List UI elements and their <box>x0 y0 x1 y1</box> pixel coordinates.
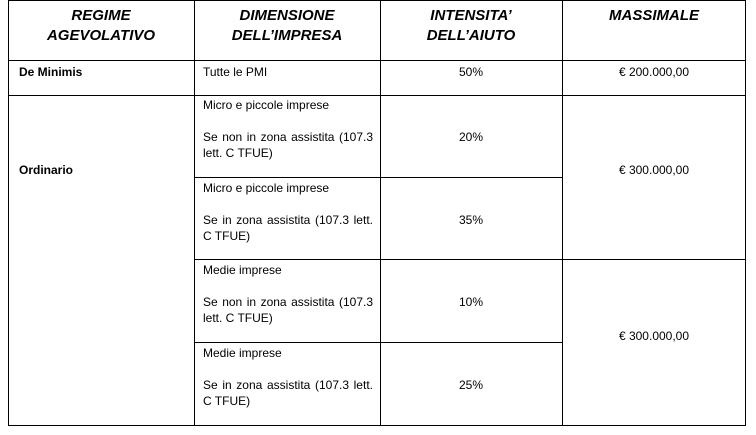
table-border-left <box>8 0 9 426</box>
header-regime <box>8 6 194 46</box>
de-minimis-dimensione: Tutte le PMI <box>203 65 268 79</box>
ordinario-regime: Ordinario <box>19 163 74 177</box>
de-minimis-intensita: 50% <box>458 65 484 79</box>
table-border-right <box>745 0 746 426</box>
ordinario-sub4-zona: Se in zona assistita (107.3 lett. C TFUE) <box>203 378 373 408</box>
header-massimale <box>562 6 746 26</box>
header-dimensione-line1: DIMENSIONE <box>239 7 335 24</box>
header-regime-line1: REGIME <box>71 7 131 24</box>
col-divider-1 <box>194 0 195 426</box>
col-divider-3 <box>562 0 563 426</box>
de-minimis-regime: De Minimis <box>19 65 83 79</box>
ordinario-sub2-tipo: Micro e piccole imprese <box>203 181 330 195</box>
ordinario-sub2-intensita: 35% <box>458 213 484 227</box>
ordinario-massimale-2: € 300.000,00 <box>618 329 690 343</box>
table-border-top <box>8 0 746 1</box>
sub2-bottom-rule <box>194 259 746 260</box>
ordinario-sub4-intensita: 25% <box>458 378 484 392</box>
ordinario-sub1-tipo: Micro e piccole imprese <box>203 98 330 112</box>
aid-regime-table <box>8 0 746 426</box>
ordinario-sub2-zona: Se in zona assistita (107.3 lett. C TFUE) <box>203 213 373 243</box>
header-intensita-line1: INTENSITA’ <box>430 7 512 24</box>
ordinario-sub1-zona: Se non in zona assistita (107.3 lett. C TFUE) <box>203 130 373 160</box>
de-minimis-massimale: € 200.000,00 <box>618 65 690 79</box>
header-intensita-line2: DELL’AIUTO <box>426 27 516 44</box>
sub1-bottom-rule <box>194 177 562 178</box>
header-bottom-rule <box>8 60 746 61</box>
header-intensita <box>380 6 562 46</box>
header-massimale-line1: MASSIMALE <box>609 7 699 24</box>
ordinario-sub3-zona: Se non in zona assistita (107.3 lett. C TFUE) <box>203 295 373 325</box>
ordinario-sub1-intensita: 20% <box>458 130 484 144</box>
ordinario-sub4-tipo: Medie imprese <box>203 346 282 360</box>
ordinario-sub3-intensita: 10% <box>458 295 484 309</box>
header-dimensione <box>194 6 380 46</box>
header-regime-line2: AGEVOLATIVO <box>46 27 156 44</box>
table-border-bottom <box>8 425 746 426</box>
ordinario-sub3-tipo: Medie imprese <box>203 263 282 277</box>
sub3-bottom-rule <box>194 342 562 343</box>
col-divider-2 <box>380 0 381 426</box>
ordinario-massimale-1: € 300.000,00 <box>618 163 690 177</box>
header-dimensione-line2: DELL’IMPRESA <box>231 27 343 44</box>
de-minimis-bottom-rule <box>8 95 746 96</box>
